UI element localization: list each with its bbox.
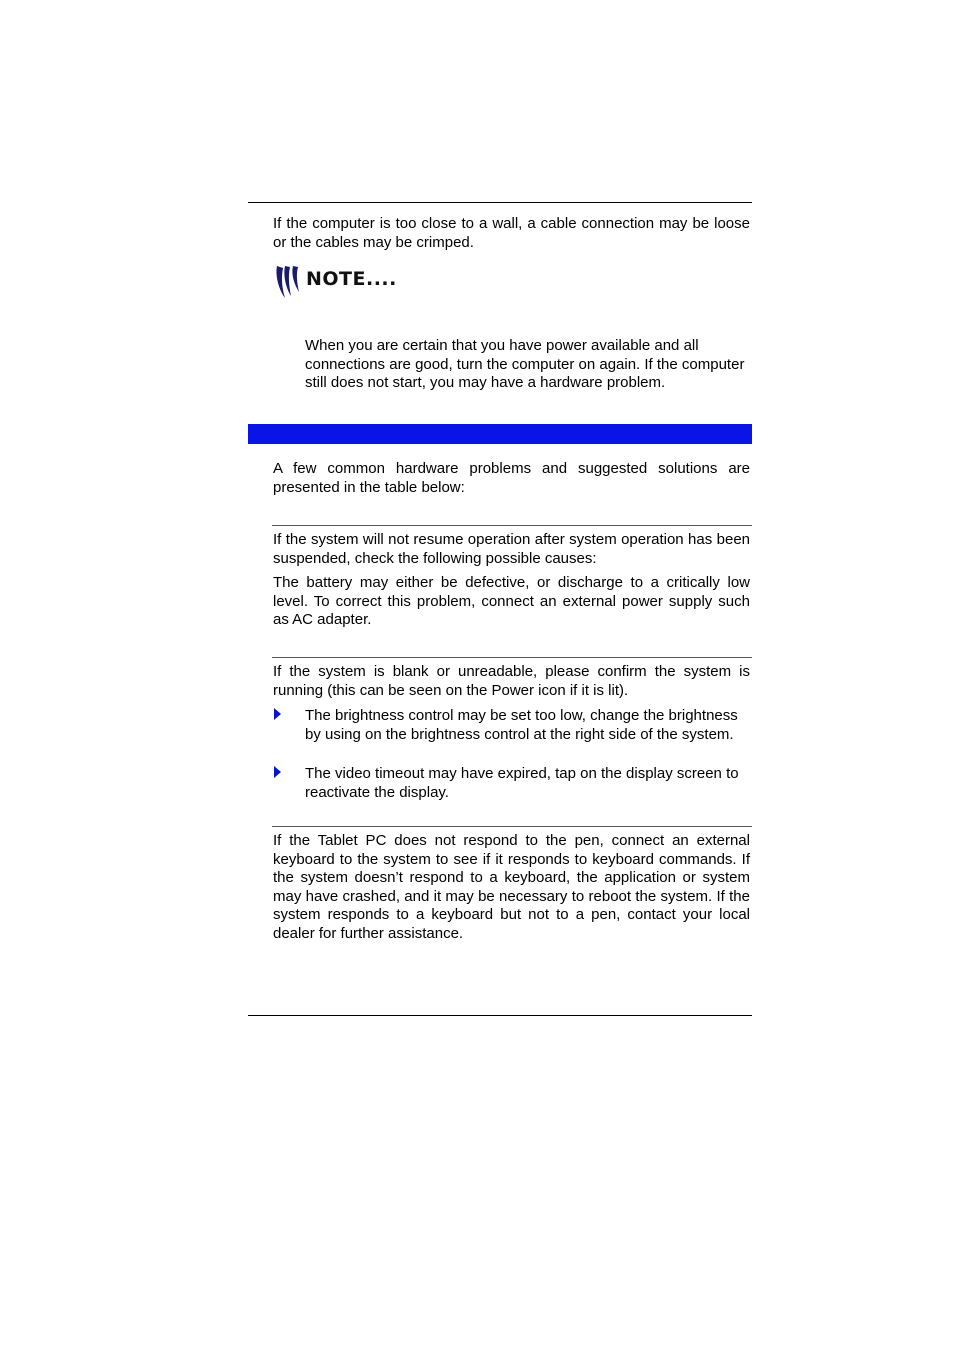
display-bullet-2: The video timeout may have expired, tap on the display screen to reactivate the display. bbox=[305, 765, 739, 801]
note-paragraph: When you are certain that you have power available and all connections are good, turn the computer on again. If the computer still does not start, you may have a hardware problem. bbox=[305, 337, 745, 392]
note-icon bbox=[273, 264, 303, 300]
resume-rule bbox=[272, 525, 752, 526]
wall-paragraph: If the computer is too close to a wall, a cable connection may be loose or the cables may be crimped. bbox=[273, 215, 750, 251]
section-bar bbox=[248, 424, 752, 444]
bullet-arrow-icon bbox=[274, 708, 281, 720]
top-rule bbox=[248, 202, 752, 203]
resume-paragraph-2: The battery may either be defective, or discharge to a critically low level. To correct this problem, connect an external power supply such as AC adapter. bbox=[273, 574, 750, 629]
pen-paragraph: If the Tablet PC does not respond to the pen, connect an external keyboard to the system to see if it responds to keyboard commands. If the system doesn’t respond to a keyboard, the application or system may have crashed, and it may be necessary to reboot the system. If the system responds to a keyboard but not to a pen, contact your local dealer for further assistance. bbox=[273, 832, 750, 942]
display-paragraph: If the system is blank or unreadable, please confirm the system is running (this can be seen on the Power icon if it is lit). bbox=[273, 663, 750, 699]
pen-rule bbox=[272, 826, 752, 827]
display-bullet-1: The brightness control may be set too low, change the brightness by using on the brightness control at the right side of the system. bbox=[305, 707, 738, 743]
section-intro: A few common hardware problems and suggested solutions are presented in the table below: bbox=[273, 460, 750, 496]
display-rule bbox=[272, 657, 752, 658]
resume-paragraph-1: If the system will not resume operation after system operation has been suspended, check the following possible causes: bbox=[273, 531, 750, 567]
note-label: NOTE.... bbox=[306, 268, 397, 290]
bottom-rule bbox=[248, 1015, 752, 1016]
note-feather-icon bbox=[273, 264, 303, 300]
bullet-arrow-icon bbox=[274, 766, 281, 778]
